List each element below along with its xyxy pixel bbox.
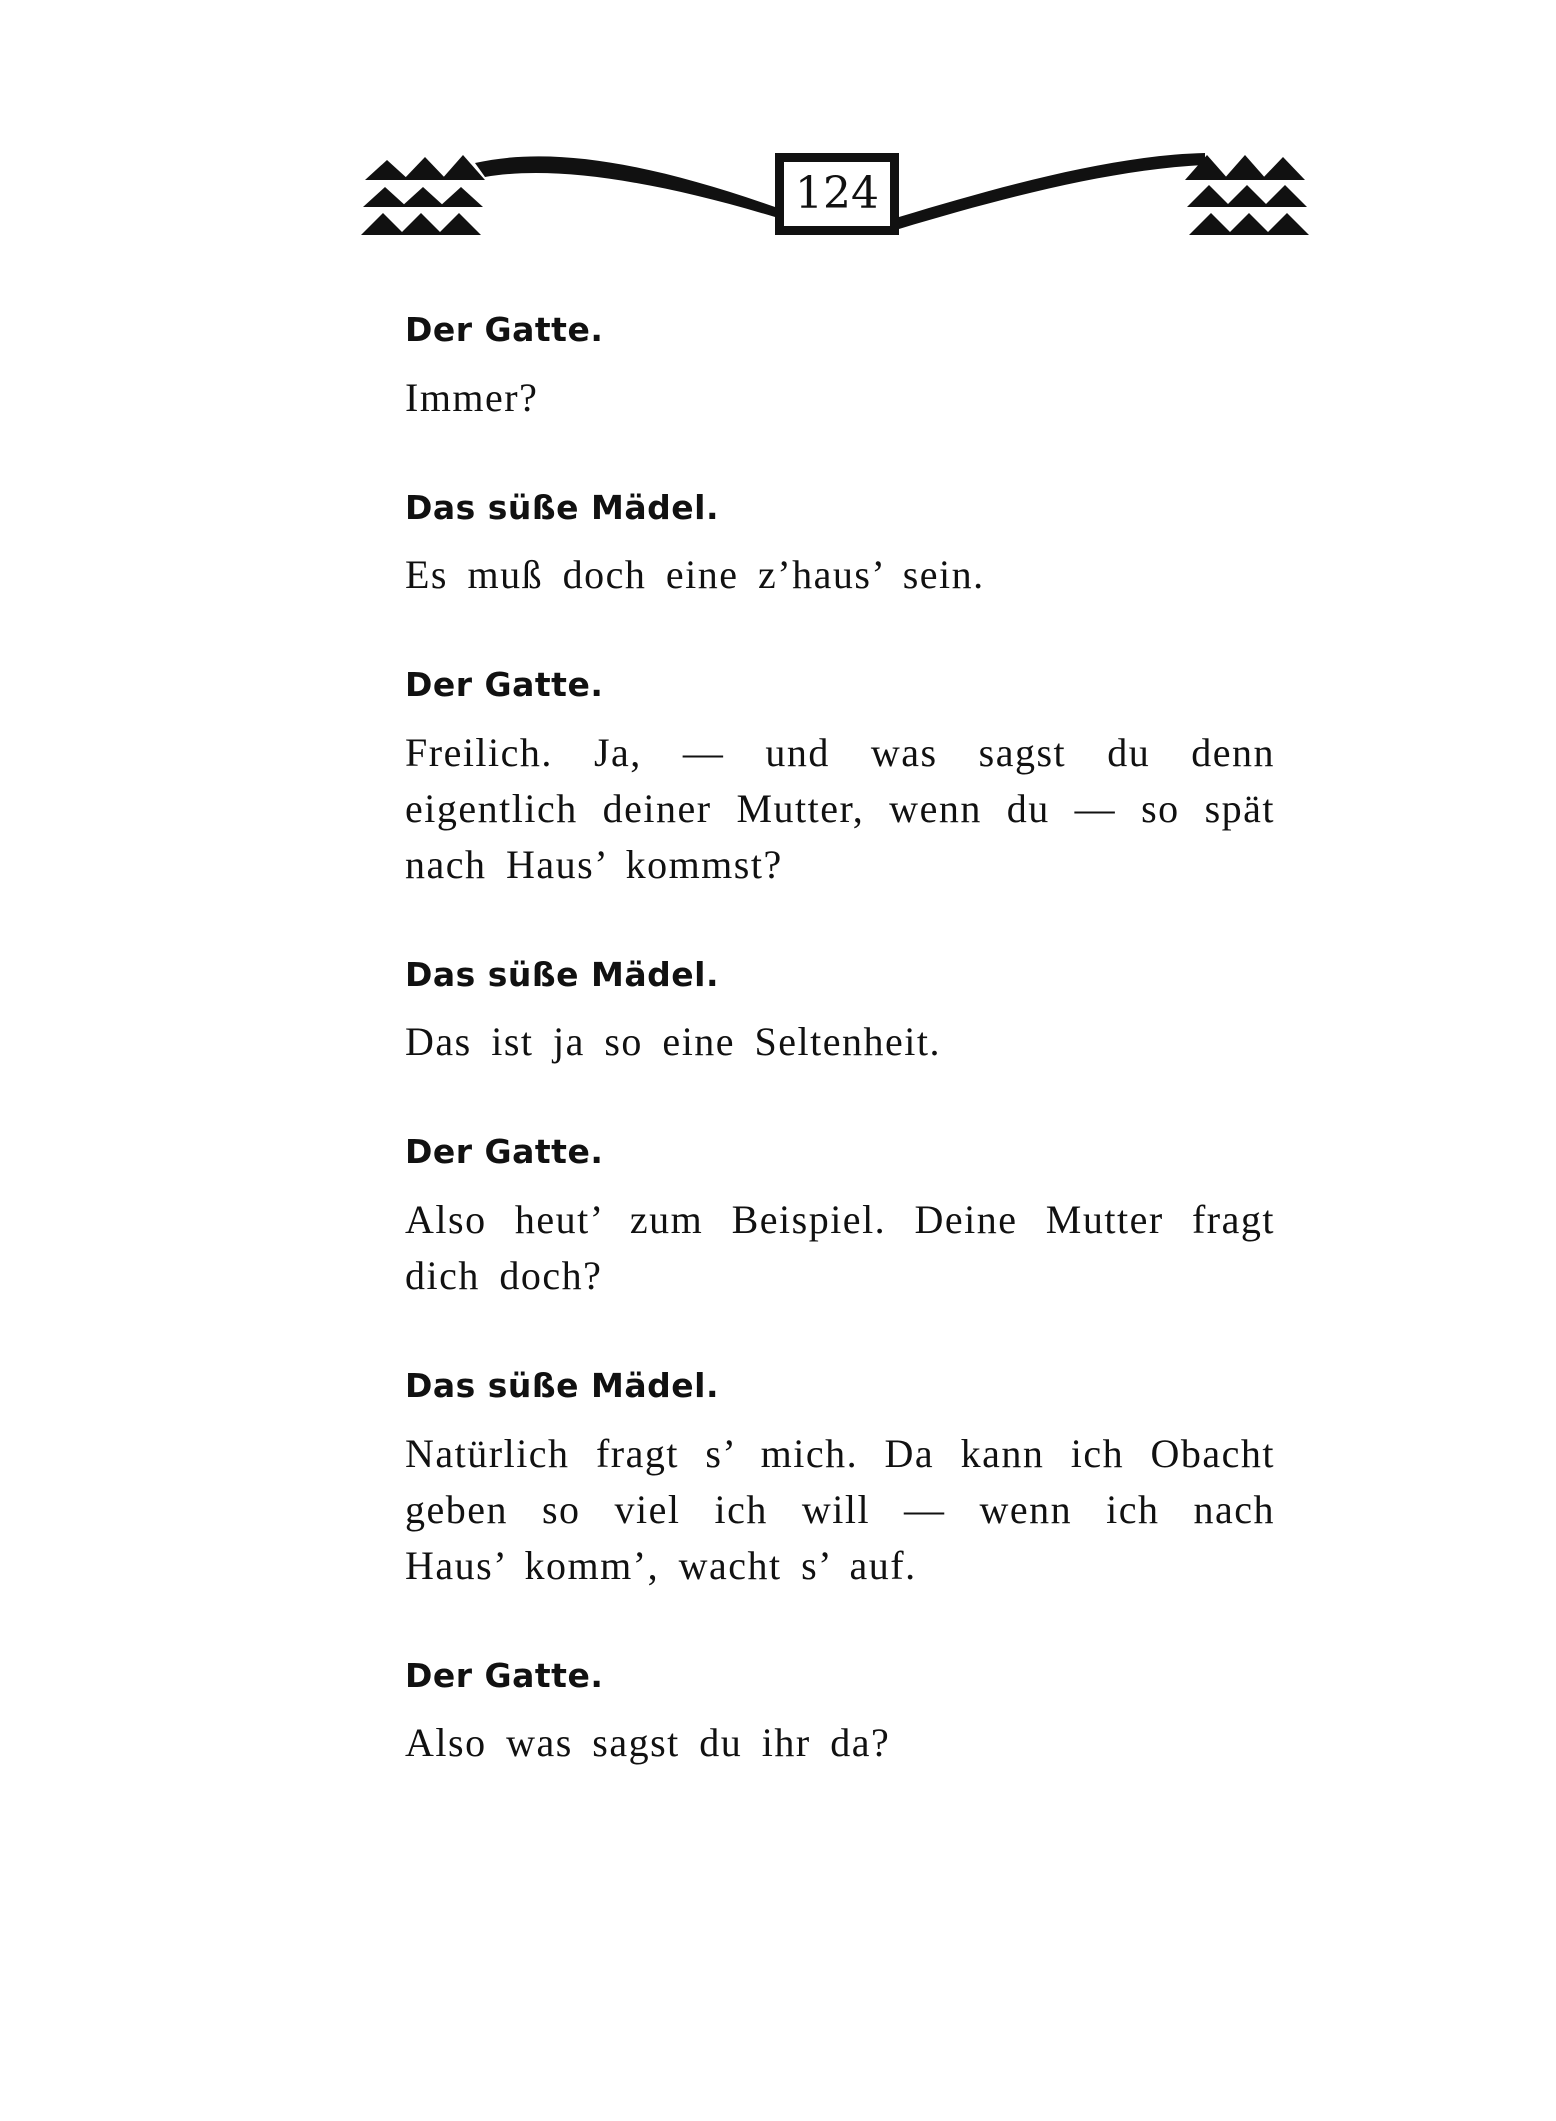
dialogue-block: [405, 1132, 1275, 1304]
dialogue-block: [405, 955, 1275, 1071]
page-number: 124: [795, 168, 879, 219]
dialogue-block: [405, 310, 1275, 426]
dialogue-block: [405, 488, 1275, 604]
page-header-ornament: [355, 135, 1315, 255]
speaker-name: Das süße Mädel.: [405, 1365, 719, 1405]
speaker-name: Der Gatte.: [405, 665, 604, 705]
spoken-line: Natürlich fragt s’ mich. Da kann ich Obacht geben so viel ich will — wenn ich nach Haus’ komm’, wacht s’ auf.: [405, 1430, 1275, 1588]
spoken-line: Also heut’ zum Beispiel. Deine Mutter fragt dich doch?: [405, 1196, 1275, 1298]
dialogue-text: [405, 310, 1275, 1833]
spoken-line: Freilich. Ja, — und was sagst du denn eigentlich deiner Mutter, wenn du — so spät nach Haus’ kommst?: [405, 729, 1275, 887]
speaker-name: Der Gatte.: [405, 1132, 604, 1172]
spoken-line: Das ist ja so eine Seltenheit.: [405, 1019, 942, 1065]
dialogue-block: [405, 1366, 1275, 1594]
page-number-box: [775, 153, 899, 235]
dialogue-block: [405, 1656, 1275, 1772]
speaker-name: Der Gatte.: [405, 310, 604, 349]
spoken-line: Immer?: [405, 374, 539, 420]
speaker-name: Das süße Mädel.: [405, 487, 719, 527]
spoken-line: Es muß doch eine z’haus’ sein.: [405, 552, 985, 598]
speaker-name: Das süße Mädel.: [405, 954, 719, 994]
dialogue-block: [405, 665, 1275, 893]
left-triangle-cluster: [361, 155, 485, 235]
spoken-line: Also was sagst du ihr da?: [405, 1720, 891, 1766]
speaker-name: Der Gatte.: [405, 1655, 604, 1695]
right-triangle-cluster: [1185, 155, 1309, 235]
